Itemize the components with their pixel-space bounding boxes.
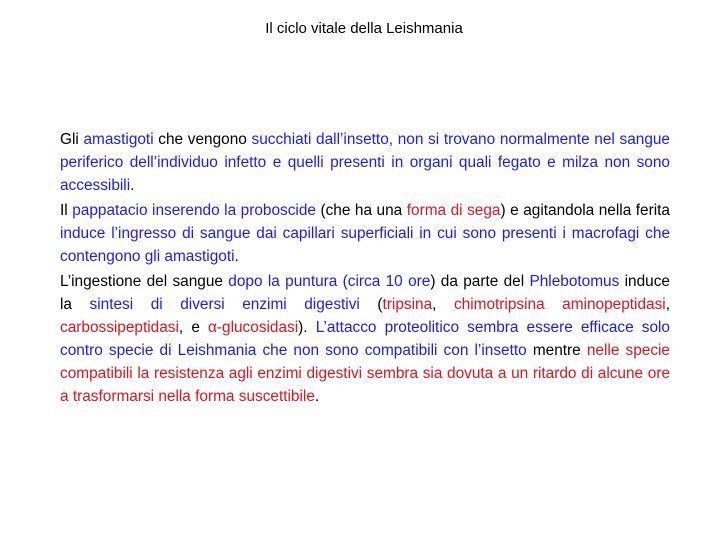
paragraph-3 bbox=[60, 270, 670, 408]
text-segment: induce l’ingresso di sangue dai capillari superficiali in cui sono presenti i macrofagi che contengono gli amastigoti bbox=[60, 225, 670, 265]
slide-body bbox=[60, 128, 670, 410]
paragraph-2 bbox=[60, 199, 670, 268]
paragraph-1 bbox=[60, 128, 670, 197]
text-segment: . bbox=[314, 388, 320, 405]
text-segment: che vengono bbox=[153, 131, 252, 148]
text-segment: L’ingestione del sangue bbox=[60, 273, 229, 290]
text-segment: amastigoti bbox=[83, 131, 154, 148]
text-segment: ) da parte del bbox=[430, 273, 530, 290]
text-segment: tripsina bbox=[382, 296, 433, 313]
text-segment: . bbox=[130, 177, 135, 194]
text-segment: ). bbox=[298, 319, 316, 336]
text-segment: Gli bbox=[60, 131, 84, 148]
text-segment: , bbox=[665, 296, 670, 313]
text-segment: carbossipeptidasi bbox=[60, 319, 179, 336]
text-segment: L’attacco proteolitico sembra essere efficace solo contro specie di Leishmania che non sono compatibili con l’insetto bbox=[60, 319, 670, 359]
text-segment: (che ha una bbox=[315, 202, 407, 219]
text-segment: mentre bbox=[526, 342, 587, 359]
text-segment: ) e agitandola nella ferita bbox=[500, 202, 670, 219]
text-segment: ( bbox=[359, 296, 383, 313]
text-segment: nelle specie compatibili la resistenza agli enzimi digestivi sembra sia dovuta a un ritardo di alcune ore a trasformarsi nella forma suscettibile bbox=[60, 342, 670, 405]
text-segment: Il bbox=[60, 202, 73, 219]
text-segment: , bbox=[432, 296, 454, 313]
text-segment: α-glucosidasi bbox=[208, 319, 299, 336]
text-segment: . bbox=[234, 248, 239, 265]
text-segment: dopo la puntura (circa 10 ore bbox=[228, 273, 431, 290]
text-segment: , e bbox=[178, 319, 208, 336]
text-segment: succhiati dall’insetto, non si trovano normalmente nel sangue periferico dell’individuo infetto e quelli presenti in organi quali fegato e milza non sono accessibili bbox=[60, 131, 670, 194]
text-segment: forma di sega bbox=[406, 202, 501, 219]
text-segment: induce la bbox=[60, 273, 670, 313]
text-segment: chimotripsina aminopeptidasi bbox=[453, 296, 666, 313]
text-segment: pappatacio inserendo la proboscide bbox=[72, 202, 316, 219]
slide-title: Il ciclo vitale della Leishmania bbox=[265, 20, 463, 37]
text-segment: Phlebotomus bbox=[529, 273, 620, 290]
text-segment: sintesi di diversi enzimi digestivi bbox=[89, 296, 360, 313]
